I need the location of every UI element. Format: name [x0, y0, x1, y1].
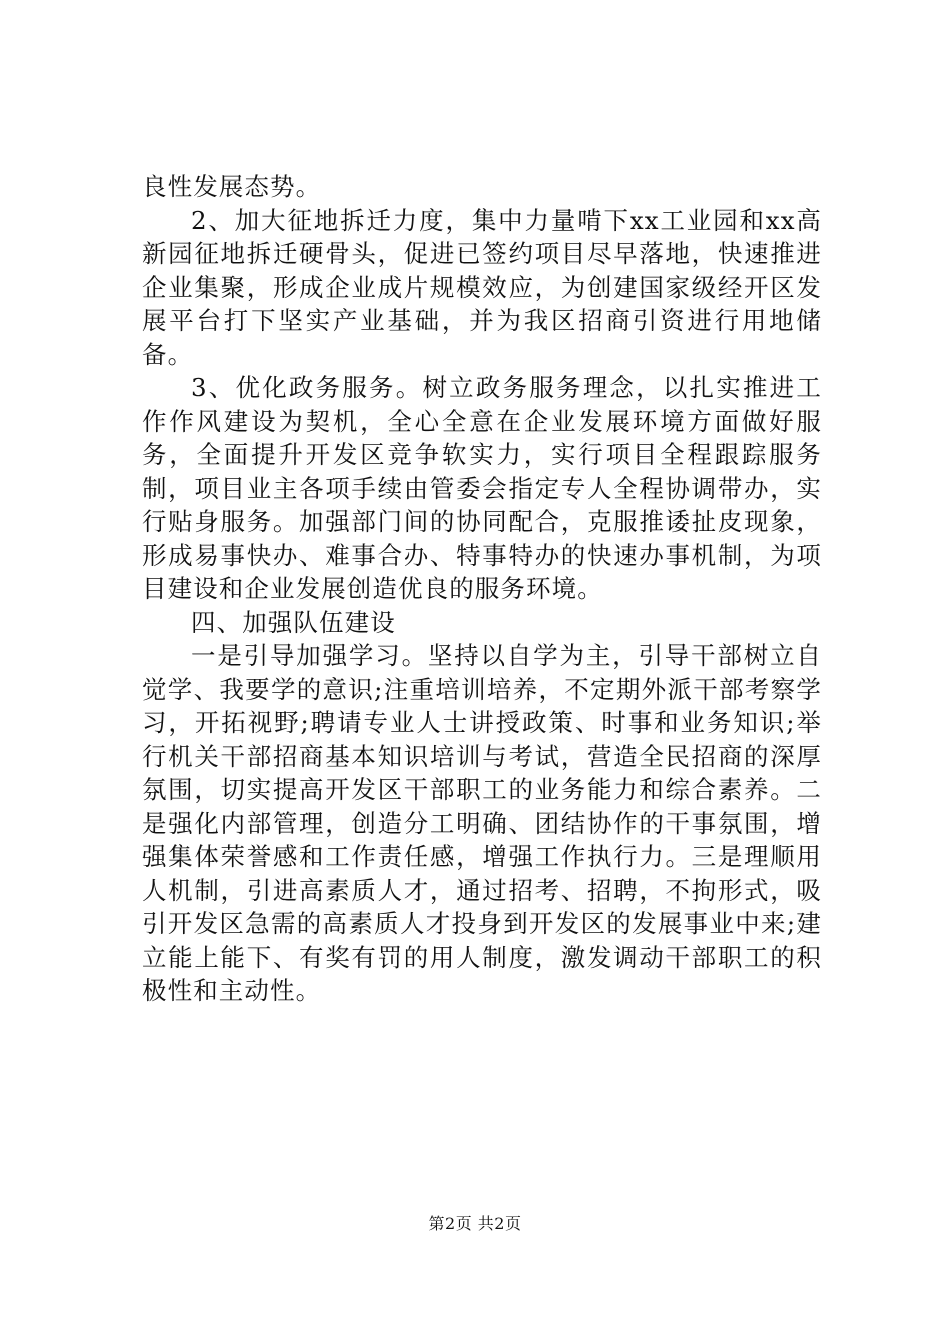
paragraph-continuation: 良性发展态势。	[142, 172, 322, 201]
paragraph-team-building: 一是引导加强学习。坚持以自学为主，引导干部树立自觉学、我要学的意识;注重培训培养，不定期外派干部考察学习，开拓视野;聘请专业人士讲授政策、时事和业务知识;举行机关干部招商基本知识培训与考试，营造全民招商的深厚氛围，切实提高开发区干部职工的业务能力和综合素养。二是强化内部管理，创造分工明确、团结协作的干事氛围，增强集体荣誉感和工作责任感，增强工作执行力。三是理顺用人机制，引进高素质人才，通过招考、招聘，不拘形式，吸引开发区急需的高素质人才投身到开发区的发展事业中来;建立能上能下、有奖有罚的用人制度，激发调动干部职工的积极性和主动性。	[142, 641, 822, 1005]
page-number-footer: 第2页 共2页	[428, 1214, 522, 1233]
paragraph-item-2: 2、加大征地拆迁力度，集中力量啃下xx工业园和xx高新园征地拆迁硬骨头，促进已签约项目尽早落地，快速推进企业集聚，形成企业成片规模效应，为创建国家级经开区发展平台打下坚实产业基础，并为我区招商引资进行用地储备。	[142, 205, 822, 369]
document-body	[142, 170, 822, 1008]
paragraph-item-3: 3、优化政务服务。树立政务服务理念，以扎实推进工作作风建设为契机，全心全意在企业发展环境方面做好服务，全面提升开发区竞争软实力，实行项目全程跟踪服务制，项目业主各项手续由管委会指定专人全程协调带办，实行贴身服务。加强部门间的协同配合，克服推诿扯皮现象，形成易事快办、难事合办、特事特办的快速办事机制，为项目建设和企业发展创造优良的服务环境。	[142, 373, 822, 603]
section-heading-4: 四、加强队伍建设	[191, 607, 396, 637]
